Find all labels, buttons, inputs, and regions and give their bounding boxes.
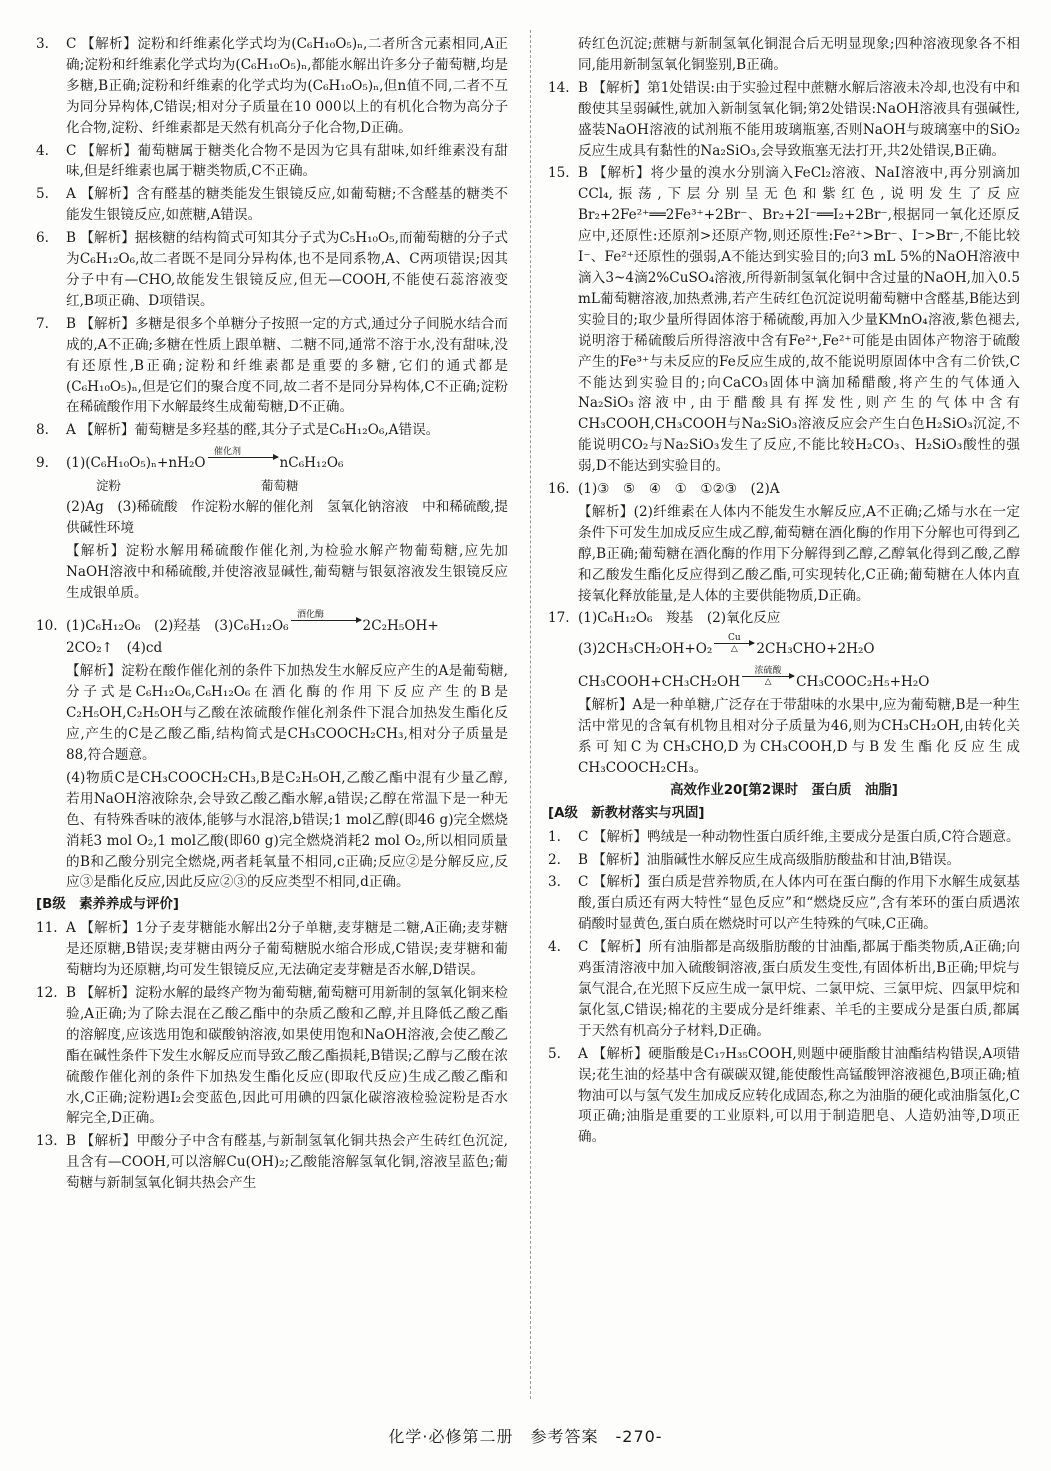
- item-text: 砖红色沉淀;蔗糖与新制氢氧化铜混合后无明显现象;四种溶液现象各不相同,能用新制氢氧化铜鉴别,B正确。: [578, 36, 1020, 73]
- item-text: C 【解析】所有油脂都是高级脂肪酸的甘油酯,都属于酯类物质,A正确;向鸡蛋清溶液中加入硫酸铜溶液,蛋白质发生变性,有固体析出,B正确;甲烷与氯气混合,在光照下反应生成一氯甲烷、二氯甲烷、三氯甲烷、四氯甲烷和氯化氢,C错误;棉花的主要成分是纤维素、羊毛的主要成分是蛋白质,都属于天然有机高分子材料,D正确。: [578, 939, 1020, 1039]
- equation-left: CH₃COOH+CH₃CH₂OH: [578, 674, 741, 691]
- heat-symbol: △: [764, 677, 772, 688]
- reaction-arrow: [742, 666, 794, 687]
- right-column: [548, 34, 1020, 1150]
- item-number: 4.: [548, 939, 561, 956]
- item-text: B 【解析】多糖是很多个单糖分子按照一定的方式,通过分子间脱水结合而成的,A不正确;多糖在性质上跟单糖、二糖不同,通常不溶于水,没有甜味,没有还原性,B正确;淀粉和纤维素都是重要的多糖,它们的通式都是(C₆H₁₀O₅)ₙ,但是它们的聚合度不同,故二者不是同分异构体,C不正确;淀粉在稀硫酸作用下水解最终生成葡萄糖,D不正确。: [66, 315, 508, 416]
- item-number: 7.: [36, 315, 49, 332]
- answer-item: [36, 228, 508, 312]
- item-number: 4.: [36, 142, 49, 159]
- item-number: 5.: [36, 186, 49, 203]
- answer-item: [36, 610, 508, 637]
- answer-item: [36, 314, 508, 419]
- equation-labels: [36, 476, 508, 497]
- item-number: 3.: [548, 874, 561, 891]
- item-number: 9.: [36, 455, 49, 472]
- answer-item: [36, 141, 508, 183]
- reaction-arrow: [291, 610, 361, 631]
- item-number: 1.: [548, 828, 561, 845]
- answer-item: [36, 184, 508, 226]
- page-footer: 化学·必修第二册 参考答案 -270-: [388, 1427, 663, 1446]
- analysis-text: 【解析】淀粉水解用稀硫酸作催化剂,为检验水解产物葡萄糖,应先加NaOH溶液中和稀硫酸,并使溶液显碱性,葡萄糖与银氨溶液发生银镜反应生成银单质。: [66, 542, 508, 601]
- item-number: 3.: [36, 36, 49, 52]
- answer-item: [36, 420, 508, 441]
- answer-line: (1)C₆H₁₂O₆ (2)羟基 (3)C₆H₁₂O₆: [66, 617, 289, 634]
- item-number: 10.: [36, 617, 58, 634]
- answer-item: [548, 163, 1020, 477]
- reaction-condition: 催化剂: [214, 447, 242, 458]
- analysis-text: 【解析】A是一种单糖,广泛存在于带甜味的水果中,应为葡萄糖,B是一种生活中常见的含氧有机物且相对分子质量为46,则为CH₃CH₂OH,由转化关系可知C为CH₃CHO,D为CH₃COOH,D与B发生酯化反应生成CH₃COOCH₂CH₃。: [578, 697, 1020, 776]
- item-text: B 【解析】将少量的溴水分别滴入FeCl₂溶液、NaI溶液中,再分别滴加CCl₄,振荡,下层分别呈无色和紫红色,说明发生了反应Br₂+2Fe²⁺══2Fe³⁺+2Br⁻、Br₂+2I⁻══I₂+2Br⁻,根据同一氧化还原反应中,还原性:还原剂>还原产物,则还原性:Fe²⁺>Br⁻、I⁻>Br⁻,不能比较I⁻、Fe²⁺还原性的强弱,A不能达到实验目的;向3 mL 5%的NaOH溶液中滴入3~4滴2%CuSO₄溶液,所得新制氢氧化铜中含过量的NaOH,加入0.5 mL葡萄糖溶液,加热煮沸,若产生砖红色沉淀说明葡萄糖中含醛基,B能达到实验目的;取少量所得固体溶于稀硫酸,再加入少量KMnO₄溶液,紫色褪去,说明溶于稀硫酸后所得溶液中含有Fe²⁺,Fe²⁺可能是由固体产物溶于硫酸产生的Fe³⁺与未反应的Fe反应生成的,故不能说明原固体中含有二价铁,C不能达到实验目的;向CaCO₃固体中滴加稀醋酸,将产生的气体通入Na₂SiO₃溶液中,由于醋酸具有挥发性,则产生的气体中含有CH₃COOH,CH₃COOH与Na₂SiO₃溶液反应会产生白色H₂SiO₃沉淀,不能说明CO₂与Na₂SiO₃发生了反应,不能比较H₂CO₃、H₂SiO₃酸性的强弱,D不能达到实验目的。: [578, 165, 1020, 475]
- item-number: 14.: [548, 79, 570, 96]
- answer-item: [548, 850, 1020, 871]
- item-number: 16.: [548, 481, 570, 498]
- section-heading: [A级 新教材落实与巩固]: [548, 805, 705, 821]
- item-text: B 【解析】甲酸分子中含有醛基,与新制氢氧化铜共热会产生砖红色沉淀,且含有—COOH,可以溶解Cu(OH)₂;乙酸能溶解氢氧化铜,溶液呈蓝色;葡萄糖与新制氢氧化铜共热会产生: [66, 1133, 508, 1192]
- answer-item: [548, 937, 1020, 1042]
- column-divider: [530, 30, 531, 1399]
- item-text: C 【解析】蛋白质是营养物质,在人体内可在蛋白酶的作用下水解生成氨基酸,蛋白质还有两大特性“显色反应”和“燃烧反应”,含有苯环的蛋白质遇浓硝酸时显黄色,蛋白质在燃烧时可以产生特殊的气味,C正确。: [578, 874, 1020, 933]
- item-text: B 【解析】淀粉水解的最终产物为葡萄糖,葡萄糖可用新制的氢氧化铜来检验,A正确;为了除去混在乙酸乙酯中的杂质乙酸和乙醇,并且降低乙酸乙酯的溶解度,应该选用饱和碳酸钠溶液,如果使用饱和NaOH溶液,会使乙酸乙酯在碱性条件下发生水解反应而导致乙酸乙酯损耗,B错误;乙醇与乙酸在浓硫酸作催化剂的条件下加热发生酯化反应(即取代反应)生成乙酸乙酯和水,C正确;淀粉遇I₂会变蓝色,因此可用碘的四氯化碳溶液检验淀粉是否水解完全,D正确。: [66, 984, 508, 1127]
- item-text: A 【解析】含有醛基的糖类能发生银镜反应,如葡萄糖;不含醛基的糖类不能发生银镜反应,如蔗糖,A错误。: [66, 186, 508, 224]
- reaction-arrow: [208, 447, 278, 468]
- item-number: 15.: [548, 165, 570, 182]
- item-number: 8.: [36, 422, 49, 439]
- answer-line: 2CO₂↑ (4)cd: [66, 640, 163, 657]
- item-text: A 【解析】葡萄糖是多羟基的醛,其分子式是C₆H₁₂O₆,A错误。: [66, 422, 440, 439]
- answer-item: [548, 1044, 1020, 1149]
- item-number: 12.: [36, 984, 58, 1001]
- item-number: 11.: [36, 920, 58, 937]
- reaction-condition: 浓硫酸: [754, 666, 782, 677]
- item-text: B 【解析】据核糖的结构简式可知其分子式为C₅H₁₀O₅,而葡萄糖的分子式为C₆H₁₂O₆,故二者既不是同分异构体,也不是同系物,A、C两项错误;因其分子中有—CHO,故能发生银镜反应,但无—COOH,不能使石蕊溶液变红,B项正确、D项错误。: [66, 230, 508, 309]
- item-text: A 【解析】1分子麦芽糖能水解出2分子单糖,麦芽糖是二糖,A正确;麦芽糖是还原糖,B错误;麦芽糖由两分子葡萄糖脱水缩合形成,C错误;麦芽糖和葡萄糖均为还原糖,均可发生银镜反应,无法确定麦芽糖是否水解,D错误。: [66, 920, 508, 979]
- answer-line: (1)③ ⑤ ④ ① ①②③ (2)A: [578, 481, 780, 498]
- analysis-text: 【解析】(2)纤维素在人体内不能发生水解反应,A不正确;乙烯与水在一定条件下可发生加成反应生成乙醇,葡萄糖在酒化酶的作用下分解也可得到乙醇,B正确;葡萄糖在酒化酶的作用下分解得到乙醇,乙醇氧化得到乙酸,乙醇和乙酸发生酯化反应得到乙酸乙酯,可实现转化,C正确;葡萄糖在人体内直接氧化释放能量,是人体的主要供能物质,D正确。: [578, 503, 1020, 604]
- item-text: C 【解析】鸭绒是一种动物性蛋白质纤维,主要成分是蛋白质,C符合题意。: [578, 828, 1020, 845]
- answer-item: [548, 78, 1020, 162]
- item-number: 13.: [36, 1133, 58, 1150]
- label-glucose: 葡萄糖: [261, 478, 299, 494]
- answer-item: [36, 34, 508, 139]
- item-text: A 【解析】硬脂酸是C₁₇H₃₅COOH,则题中硬脂酸甘油酯结构错误,A项错误;花生油的烃基中含有碳碳双键,能使酸性高锰酸钾溶液褪色,B项正确;植物油可以与氢气发生加成反应转化成固态,称之为油脂的硬化或油脂氢化,C项正确;油脂是重要的工业原料,可以用于制造肥皂、人造奶油等,D项正确。: [578, 1045, 1020, 1146]
- left-column: [36, 34, 508, 1196]
- item-text: B 【解析】油脂碱性水解反应生成高级脂肪酸盐和甘油,B错误。: [578, 851, 961, 868]
- equation-line: [548, 666, 1020, 693]
- answer-item: [548, 608, 1020, 629]
- item-text: C 【解析】葡萄糖属于糖类化合物不是因为它具有甜味,如纤维素没有甜味,但是纤维素也属于糖类物质,C不正确。: [66, 142, 508, 180]
- analysis-text: 【解析】淀粉在酸作催化剂的条件下加热发生水解反应产生的A是葡萄糖,分子式是C₆H₁₂O₆,C₆H₁₂O₆在酒化酶的作用下反应产生的B是C₂H₅OH,C₂H₅OH与乙酸在浓硫酸作催化剂条件下混合加热发生酯化反应,产生的C是乙酸乙酯,结构简式是CH₃COOCH₂CH₃,相对分子质量是88,符合题意。: [66, 663, 508, 763]
- answer-item: [36, 918, 508, 981]
- answer-item: [548, 479, 1020, 500]
- equation-right: 2C₂H₅OH+: [362, 617, 439, 634]
- reaction-condition: 酒化酶: [297, 609, 325, 620]
- answer-item: [36, 1131, 508, 1194]
- item-text: C 【解析】淀粉和纤维素化学式均为(C₆H₁₀O₅)ₙ,二者所含元素相同,A正确;淀粉和纤维素化学式均为(C₆H₁₀O₅)ₙ,都能水解出许多分子葡萄糖,均是多糖,B正确;淀粉和纤维素的化学式均为(C₆H₁₀O₅)ₙ,但n值不同,二者不互为同分异构体,C错误;相对分子质量在10 000以上的有机化合物为高分子化合物,淀粉、纤维素都是天然有机高分子化合物,D正确。: [66, 36, 508, 136]
- reaction-condition: Cu: [727, 633, 741, 644]
- answer-item: [36, 983, 508, 1129]
- analysis-text: (4)物质C是CH₃COOCH₂CH₃,B是C₂H₅OH,乙酸乙酯中混有少量乙醇,若用NaOH溶液除杂,会导致乙酸乙酯水解,a错误;乙醇在常温下是一种无色、有特殊香味的液体,能够与水混溶,b错误;1 mol乙醇(即46 g)完全燃烧消耗3 mol O₂,1 mol乙酸(即60 g)完全燃烧消耗2 mol O₂,所以相同质量的B和乙酸分别完全燃烧,两者耗氧量不相同,c正确;反应②是分解反应,反应③是酯化反应,因此反应②③的反应类型不相同,d正确。: [66, 769, 508, 891]
- equation-left: (3)2CH₃CH₂OH+O₂: [578, 641, 713, 658]
- section-heading: [B级 素养养成与评价]: [36, 897, 179, 913]
- item-number: 2.: [548, 851, 561, 868]
- answer-item: [548, 872, 1020, 935]
- answer-item: [36, 447, 508, 474]
- item-number: 6.: [36, 230, 49, 247]
- answer-line: (2)Ag (3)稀硫酸 作淀粉水解的催化剂 氢氧化钠溶液 中和稀硫酸,提供碱性环境: [66, 499, 508, 536]
- answer-line: (1)C₆H₁₂O₆ 羧基 (2)氧化反应: [578, 610, 781, 627]
- answer-item: [548, 827, 1020, 848]
- reaction-arrow: [714, 633, 754, 654]
- equation-right: 2CH₃CHO+2H₂O: [756, 641, 875, 658]
- equation-left: (1)(C₆H₁₀O₅)ₙ+nH₂O: [66, 455, 206, 472]
- item-number: 17.: [548, 610, 570, 627]
- heat-symbol: △: [730, 644, 738, 655]
- item-text: B 【解析】第1处错误:由于实验过程中蔗糖水解后溶液未冷却,也没有中和酸使其呈弱碱性,就加入新制氢氧化铜;第2处错误:NaOH溶液具有强碱性,盛装NaOH溶液的试剂瓶不能用玻璃瓶塞,否则NaOH与玻璃塞中的SiO₂反应生成具有黏性的Na₂SiO₃,会导致瓶塞无法打开,共2处错误,B正确。: [578, 79, 1020, 159]
- equation-right: nC₆H₁₂O₆: [279, 455, 344, 472]
- equation-right: CH₃COOC₂H₅+H₂O: [796, 674, 930, 691]
- label-starch: 淀粉: [96, 478, 122, 494]
- equation-line: [548, 633, 1020, 660]
- homework-title: 高效作业20[第2课时 蛋白质 油脂]: [670, 782, 898, 798]
- item-number: 5.: [548, 1045, 561, 1062]
